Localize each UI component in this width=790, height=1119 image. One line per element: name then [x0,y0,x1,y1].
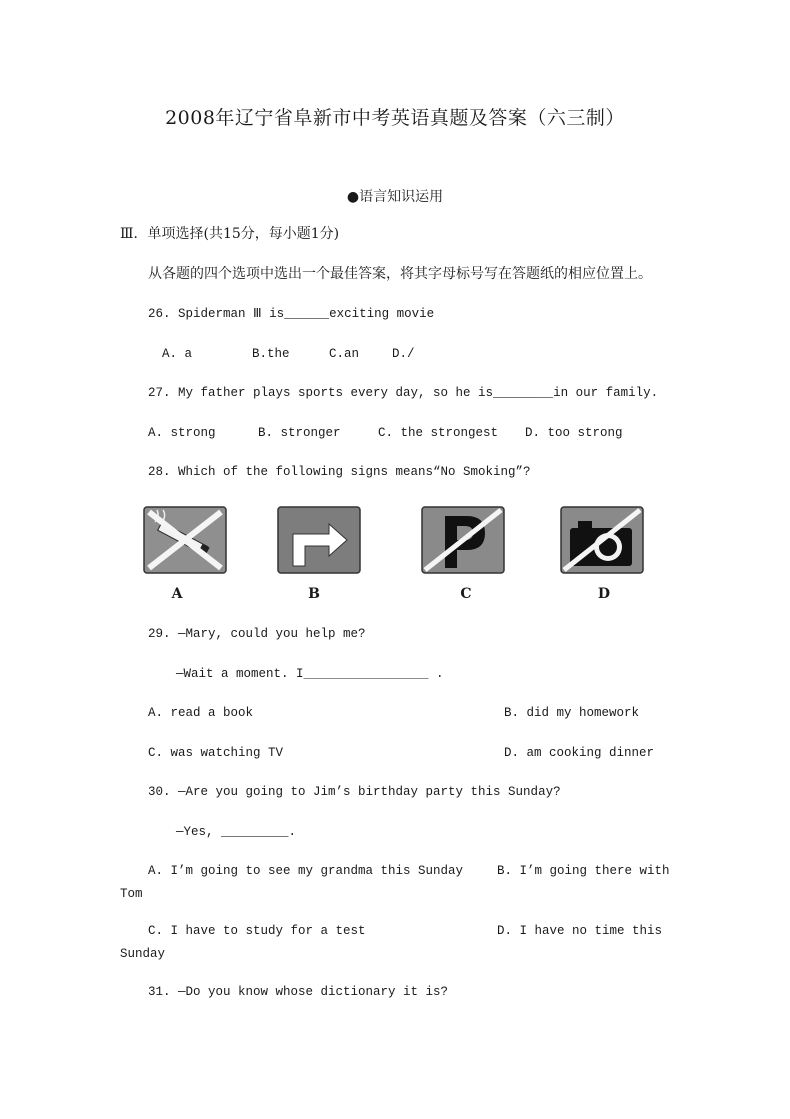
q30-option-a: A. I’m going to see my grandma this Sunday [148,864,464,878]
part3-instruction: 从各题的四个选项中选出一个最佳答案，将其字母标号写在答题纸的相应位置上。 [148,266,652,282]
q26-option-d: D./ [392,347,415,361]
q27-option-b: B. stronger [258,426,341,440]
q30-option-d: D. I have no time this [497,924,663,938]
page-title: 2008年辽宁省阜新市中考英语真题及答案（六三制） [165,107,625,129]
no-camera-sign-icon [560,506,644,574]
q29-option-c: C. was watching TV [148,746,284,760]
q30-option-b-continued: Tom [120,887,143,901]
no-smoking-sign-icon [143,506,227,574]
q29-option-d: D. am cooking dinner [504,746,655,760]
q30-option-b: B. I’m going there with [497,864,670,878]
sign-label-b: B [308,586,320,602]
q27-option-a: A. strong [148,426,216,440]
no-parking-sign-icon [421,506,505,574]
q30-line2: —Yes, _________. [176,825,297,839]
q29-line2: —Wait a moment. I＿＿＿＿＿＿＿＿＿＿ . [176,667,444,681]
q30-option-d-continued: Sunday [120,947,166,961]
sign-label-d: D [597,586,611,602]
q27-option-c: C. the strongest [378,426,499,440]
q27-stem: 27. My father plays sports every day, so he is________in our family. [148,386,659,400]
q26-option-b: B.the [252,347,290,361]
q29-option-b: B. did my homework [504,706,640,720]
q29-option-a: A. read a book [148,706,254,720]
section-heading: ●语言知识运用 [346,189,444,205]
q31-stem: 31. —Do you know whose dictionary it is? [148,985,449,999]
q27-option-d: D. too strong [525,426,623,440]
q28-stem: 28. Which of the following signs means“No Smoking”? [148,465,531,479]
sign-label-a: A [171,586,183,602]
q26-option-c: C.an [329,347,360,361]
q26-option-a: A. a [162,347,193,361]
q26-stem: 26. Spiderman Ⅲ is______exciting movie [148,307,435,321]
q30-stem: 30. —Are you going to Jim’s birthday party this Sunday? [148,785,561,799]
sign-label-c: C [460,586,472,602]
q29-stem: 29. —Mary, could you help me? [148,627,366,641]
q30-option-c: C. I have to study for a test [148,924,366,938]
turn-right-sign-icon [277,506,361,574]
part3-heading: Ⅲ．单项选择(共15分，每小题1分) [120,226,340,242]
